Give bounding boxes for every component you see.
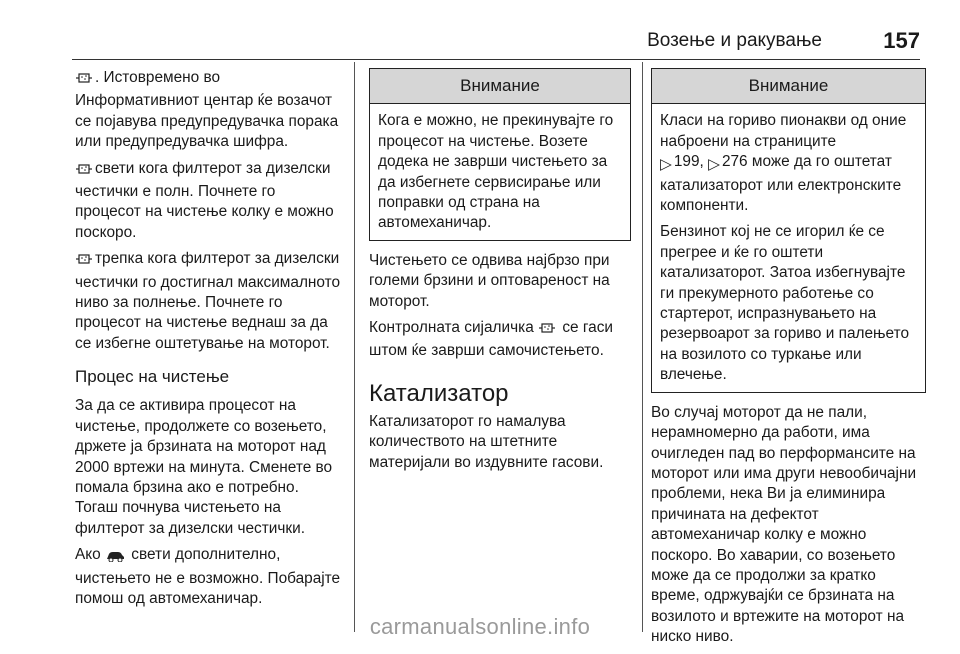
- page-number: 157: [883, 28, 920, 53]
- paragraph: Ако свети дополнително, чистењето не е возможно. Побарајте помош од автомеханичар.: [75, 546, 341, 607]
- dpf-warning-icon: [75, 71, 93, 91]
- paragraph: Катализаторот го намалува количеството на штетните материјали во издувните гасови.: [369, 412, 604, 471]
- paragraph: Бензинот кој не се игорил ќе се прегрее и ќе го оштети катализаторот. Затоа избегнувајте ги прекумерното работење со стартерот, испразнувањето на резервоарот за гориво и палењето на возилото со туркање или влечење.: [660, 223, 910, 384]
- column-middle: [369, 68, 631, 479]
- paragraph: свети кога филтерот за дизелски честички е полн. Почнете го процесот на чистење колку е можно поскоро.: [75, 159, 334, 241]
- page-ref-arrow-icon: ▷: [660, 156, 672, 174]
- subheading: Процес на чистење: [75, 367, 230, 387]
- caution-title: Внимание: [370, 69, 630, 104]
- column-right: [651, 68, 926, 654]
- paragraph: Контролната сијаличка се гаси штом ќе заврши самочистењето.: [369, 319, 613, 360]
- caution-box: [369, 68, 631, 241]
- caution-title: Внимание: [652, 69, 925, 104]
- dpf-warning-icon: [538, 321, 556, 341]
- dpf-warning-icon: [75, 252, 93, 272]
- caution-box: [651, 68, 926, 393]
- page-reference[interactable]: 276 може да го: [721, 153, 830, 171]
- page-ref-arrow-icon: ▷: [708, 156, 720, 174]
- paragraph: Во случај моторот да не пали, нерамномерно да работи, има очигледен пад во перформансите на моторот или има други невообичајни проблеми, нека Ви ја елиминира причината на дефектот автомеханичар колку е можно поскоро. Во хаварии, со возењето може да се продолжи за кратко време, одржувајќи се брзината на возилото и вртежите на моторот на ниско ниво.: [651, 403, 917, 646]
- column-divider: [642, 62, 643, 632]
- dpf-warning-icon: [75, 162, 93, 182]
- paragraph: . Истовремено во Информативниот центар ќе возачот се појавува предупредувачка порака или предупредувачка шифра.: [75, 69, 339, 151]
- section-heading: Катализатор: [369, 379, 509, 407]
- page-header: [0, 26, 920, 60]
- paragraph: За да се активира процесот на чистење, продолжете со возењето, држете ја брзината на моторот над 2000 вртежи на минута. Сменете во помала брзина ако е потребно. Тогаш почнува чистењето на филтерот за дизелски честички.: [75, 397, 333, 537]
- wrench-car-icon: [105, 548, 125, 568]
- watermark: carmanualsonline.info: [369, 614, 591, 639]
- caution-text: Кога е можно, не прекинувајте го процесот на чистење. Возете додека не заврши чистењето за да избегнете сервисирање или поправки од страна на автомеханичар.: [378, 112, 614, 232]
- header-rule: [72, 59, 920, 60]
- page-reference[interactable]: 199,: [673, 153, 704, 171]
- caution-text: [652, 104, 925, 391]
- paragraph: Чистењето се одвива најбрзо при големи брзини и оптовареност на моторот.: [369, 251, 610, 310]
- column-divider: [354, 62, 355, 632]
- column-left: [75, 68, 345, 615]
- paragraph: трепка кога филтерот за дизелски честички го достигнал максималното ниво за полнење. Почнете го процесот на чистење веднаш за да се избегне оштетување на моторот.: [75, 250, 341, 352]
- header-title: Возење и ракување: [647, 30, 822, 51]
- paragraph: Класи на гориво пионакви од оние наброени на страниците ▷ 199, ▷ 276 може да го оштетат катализаторот или електронските компоненти.: [660, 112, 907, 215]
